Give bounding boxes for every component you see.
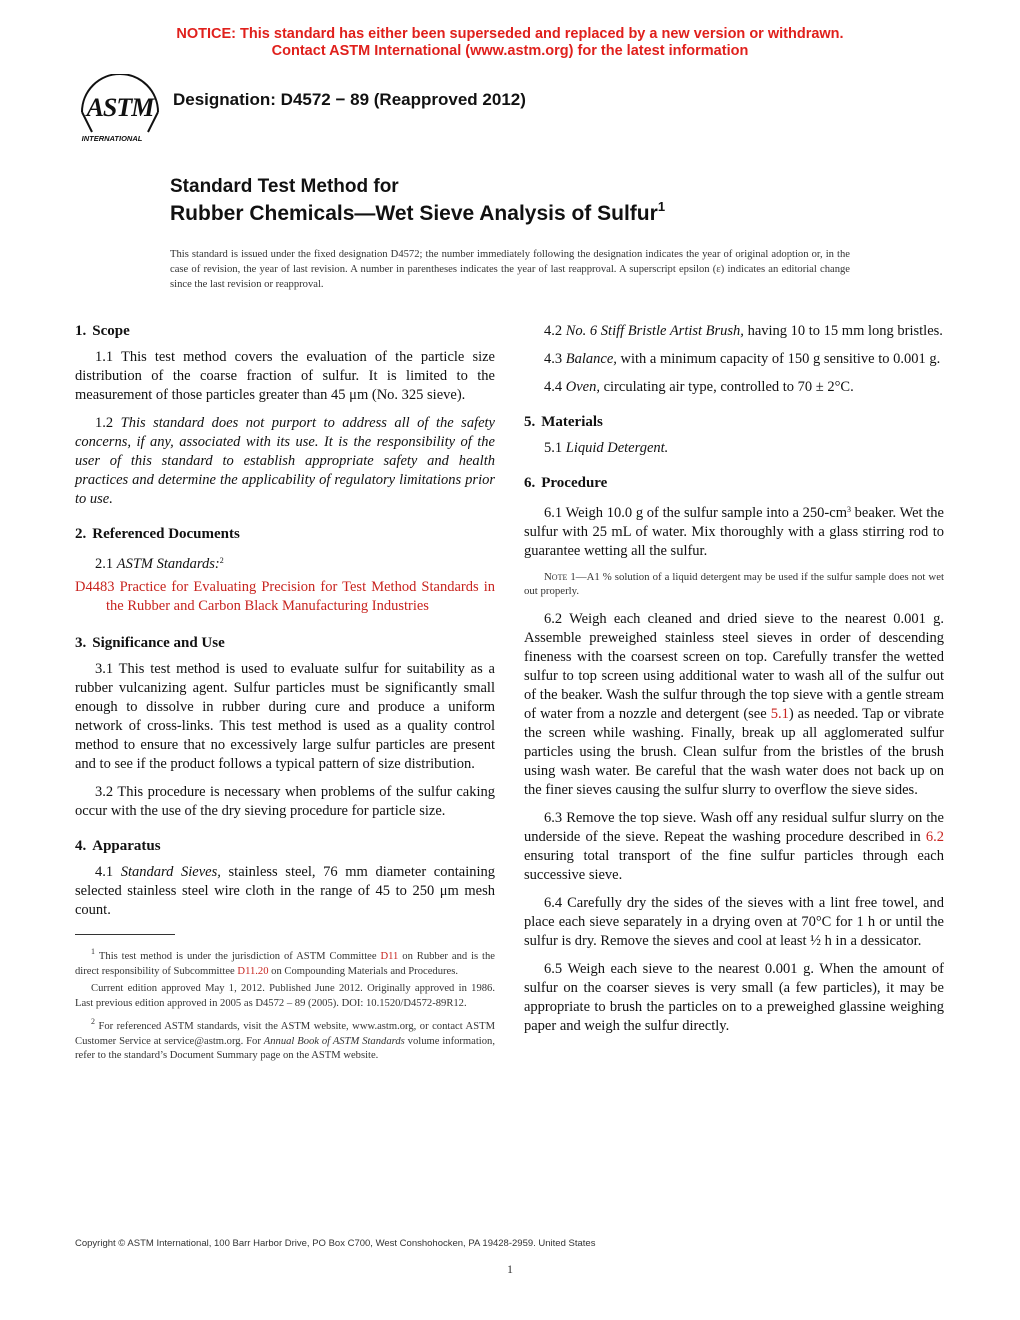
para-5-1: 5.1 Liquid Detergent.	[544, 440, 669, 456]
xref-5-1[interactable]: 5.1	[770, 706, 789, 722]
section-heading-apparatus: 4. Apparatus	[75, 838, 161, 854]
para-6-2: 6.2 Weigh each cleaned and dried sieve to the nearest 0.001 g. Assemble preweighed stainless steel sieves in order of descending fineness with the coarsest screen on top. Carefully transfer the wetted sulfur to top screen using additional water to wash all of the sulfur out of the beaker. Wash the sulfur through the top sieve with a gentle stream of water from a nozzle and detergent (see 5.1) as needed. Tap or vibrate the screen while washing. Finally, break up all agglomerated sulfur particles using the brush. Clean sulfur from the bristles of the brush using wash water. Be careful that the wash water does not back up on the finer sieves causing the sulfur slurry to overflow the sieve sides.	[524, 611, 944, 798]
footnote-link-d11[interactable]: D11	[380, 951, 399, 962]
reference-d4483[interactable]	[75, 578, 495, 616]
para-1-1: 1.1 This test method covers the evaluation of the particle size distribution of the coarse fraction of sulfur. It is limited to the measurement of those particles greater than 45 μm (No. 325 sieve).	[75, 349, 495, 403]
notice-line-1: NOTICE: This standard has either been superseded and replaced by a new version or withdrawn.	[176, 26, 844, 42]
para-6-3: 6.3 Remove the top sieve. Wash off any residual sulfur slurry on the underside of the sieve. Repeat the washing procedure described in 6.2 ensuring total transport of the fine sulfur particles through each successive sieve.	[524, 810, 944, 883]
astm-logo	[72, 74, 168, 144]
para-4-3: 4.3 Balance, with a minimum capacity of 150 g sensitive to 0.001 g.	[544, 351, 941, 367]
para-3-1: 3.1 This test method is used to evaluate sulfur for suitability as a rubber vulcanizing agent. Sulfur particles must be significantly small enough to dissolve in rubber during cure and produce a uniform network of cross-links. This test method is used as a quality control method to ensure that no excessively large sulfur particles are present and to see if the product follows a typical pattern of size distribution.	[75, 661, 495, 772]
title-line-2	[170, 199, 665, 226]
reference-title-link[interactable]: Practice for Evaluating Precision for Test Method Standards in the Rubber and Carbon Black Manufacturing Industries	[106, 579, 495, 614]
footnote-2: $^2$ For referenced ASTM standards, visit the ASTM website, www.astm.org, or contact ASTM Customer Service at service@astm.org. For Annual Book of ASTM Standards volume information, refer to the standard’s Document Summary page on the ASTM website.	[75, 1016, 495, 1062]
designation: Designation: D4572 − 89 (Reapproved 2012)	[173, 90, 526, 109]
page-number: 1	[507, 1262, 513, 1276]
footnote-1: $^1$ This test method is under the jurisdiction of ASTM Committee D11 on Rubber and is the direct responsibility of Subcommittee D11.20 on Compounding Materials and Procedures.	[75, 947, 495, 977]
title-line-1: Standard Test Method for	[170, 176, 399, 197]
section-heading-materials: 5. Materials	[524, 414, 603, 430]
intro-paragraph: This standard is issued under the fixed designation D4572; the number immediately following the designation indicates the year of original adoption or, in the case of revision, the year of last revision. A number in parentheses indicates the year of last reapproval. A superscript epsilon (ε) indicates an editorial change since the last revision or reapproval.	[170, 249, 850, 290]
title-footnote-mark: 1	[657, 199, 666, 214]
para-2-1: 2.1 ASTM Standards:$^2$	[95, 556, 224, 572]
footnote-link-d11-20[interactable]: D11.20	[237, 965, 269, 977]
section-heading-scope: 1. Scope	[75, 323, 130, 339]
section-heading-referenced-documents: 2. Referenced Documents	[75, 526, 240, 542]
para-6-4: 6.4 Carefully dry the sides of the sieves with a lint free towel, and place each sieve separately in a drying oven at 70°C for 1 h or until the sulfur is dry. Remove the sieves and cool at least ½ h in a dessicator.	[524, 895, 944, 949]
para-3-2: 3.2 This procedure is necessary when problems of the sulfur caking occur with the use of the dry sieving procedure for particle size.	[75, 784, 495, 819]
para-4-4: 4.4 Oven, circulating air type, controlled to 70 ± 2°C.	[544, 379, 854, 395]
logo-letters: ASTM	[86, 93, 154, 122]
para-6-1: 6.1 Weigh 10.0 g of the sulfur sample into a $250-cm^3$ beaker. Wet the sulfur with 25 mL of water. Mix thoroughly with a glass stirring rod to guarantee wetting all the sulfur.	[524, 505, 944, 559]
note-1: Note 1—A1 % solution of a liquid detergent may be used if the sulfur sample does not wet out properly.	[524, 571, 944, 597]
title-text: Rubber Chemicals—Wet Sieve Analysis of Sulfur	[170, 202, 658, 225]
logo-subtext: INTERNATIONAL	[81, 134, 143, 143]
footnote-rule	[75, 934, 175, 935]
section-heading-significance: 3. Significance and Use	[75, 635, 225, 651]
reference-code-link[interactable]: D4483	[75, 579, 115, 595]
para-1-2: 1.2 This standard does not purport to address all of the safety concerns, if any, associated with its use. It is the responsibility of the user of this standard to establish appropriate safety and health practices and determine the applicability of regulatory limitations prior to use.	[75, 415, 495, 507]
copyright-footer: Copyright © ASTM International, 100 Barr Harbor Drive, PO Box C700, West Conshohocken, PA 19428-2959. United States	[75, 1238, 596, 1249]
notice-line-2: Contact ASTM International (www.astm.org) for the latest information	[271, 43, 749, 59]
para-6-5: 6.5 Weigh each sieve to the nearest 0.001 g. When the amount of sulfur on the coarser sieves is very small (a few particles), it may be appropriate to brush the particles on to a preweighed glassine weighing paper and weigh the sulfur directly.	[524, 961, 944, 1034]
notice-banner	[0, 26, 1020, 60]
right-column	[524, 322, 944, 1045]
left-column	[75, 322, 495, 1067]
xref-6-2[interactable]: 6.2	[925, 829, 944, 845]
para-4-2: 4.2 No. 6 Stiff Bristle Artist Brush, having 10 to 15 mm long bristles.	[544, 323, 943, 339]
section-heading-procedure: 6. Procedure	[524, 475, 608, 491]
para-4-1: 4.1 Standard Sieves, stainless steel, 76 mm diameter containing selected stainless steel wire cloth in the range of 45 to 250 μm mesh count.	[75, 864, 496, 918]
footnote-1-edition: Current edition approved May 1, 2012. Published June 2012. Originally approved in 1986. Last previous edition approved in 2005 as D4572 – 89 (2005). DOI: 10.1520/D4572-89R12.	[75, 983, 495, 1010]
